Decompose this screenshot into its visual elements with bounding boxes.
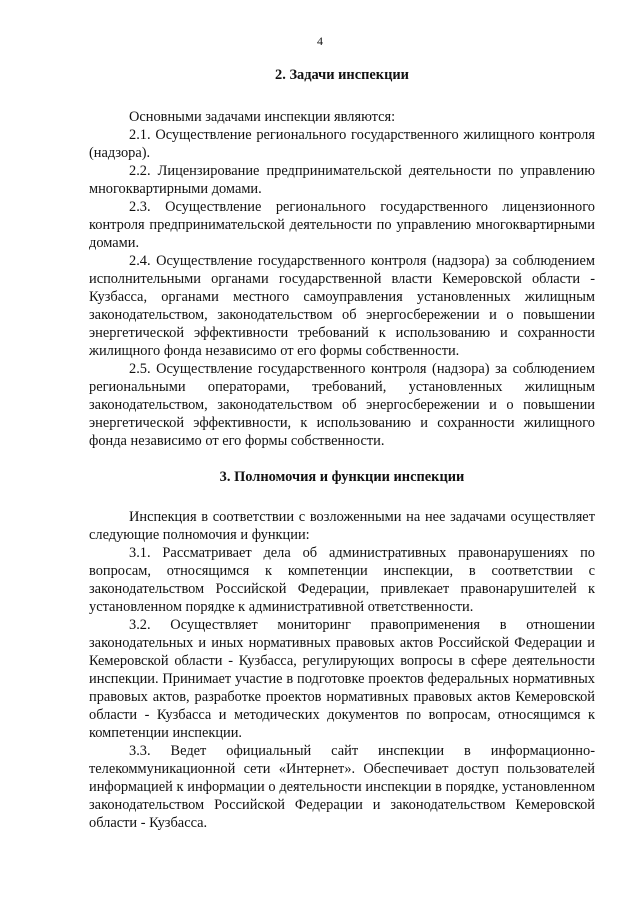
document-body xyxy=(89,66,595,832)
section-3-heading: 3. Полномочия и функции инспекции xyxy=(219,469,465,485)
clause-2-4: 2.4. Осуществление государственного контроля (надзора) за соблюдением исполнительными органами государственной власти Кемеровской области - Кузбасса, органами местного самоуправления установленных жилищным законодательством, законодательством об энергосбережении и о повышении энергетической эффективности требований к использованию и сохранности жилищного фонда независимо от его формы собственности. xyxy=(89,253,595,359)
clause-2-3: 2.3. Осуществление регионального государственного лицензионного контроля предпринимательской деятельности по управлению многоквартирными домами. xyxy=(89,199,595,251)
page-number: 4 xyxy=(317,34,323,48)
clause-2-5: 2.5. Осуществление государственного контроля (надзора) за соблюдением региональными операторами, требований, установленных жилищным законодательством, законодательством об энергосбережении и о повышении энергетической эффективности, к использованию и сохранности жилищного фонда независимо от его формы собственности. xyxy=(89,361,595,449)
clause-2-2: 2.2. Лицензирование предпринимательской деятельности по управлению многоквартирными домами. xyxy=(89,163,595,197)
section-2-intro: Основными задачами инспекции являются: xyxy=(129,109,396,125)
clause-3-2: 3.2. Осуществляет мониторинг правоприменения в отношении законодательных и иных нормативных правовых актов Российской Федерации и Кемеровской области - Кузбасса, регулирующих вопросы в сфере деятельности инспекции. Принимает участие в подготовке проектов федеральных нормативных правовых актов, разработке проектов нормативных правовых актов Кемеровской области - Кузбасса и методических документов по вопросам, относящимся к компетенции инспекции. xyxy=(89,617,595,741)
clause-2-1: 2.1. Осуществление регионального государственного жилищного контроля (надзора). xyxy=(89,127,595,161)
section-2-heading: 2. Задачи инспекции xyxy=(275,67,409,83)
clause-3-1: 3.1. Рассматривает дела об административных правонарушениях по вопросам, относящимся к компетенции инспекции, в соответствии с законодательством Российской Федерации, привлекает правонарушителей к установленном порядке к административной ответственности. xyxy=(89,545,595,615)
clause-3-3: 3.3. Ведет официальный сайт инспекции в информационно-телекоммуникационной сети «Интернет». Обеспечивает доступ пользователей информацией к информации о деятельности инспекции в порядке, установленном законодательством Российской Федерации и законодательством Кемеровской области - Кузбасса. xyxy=(89,743,595,831)
section-3-intro: Инспекция в соответствии с возложенными на нее задачами осуществляет следующие полномочия и функции: xyxy=(89,509,595,543)
